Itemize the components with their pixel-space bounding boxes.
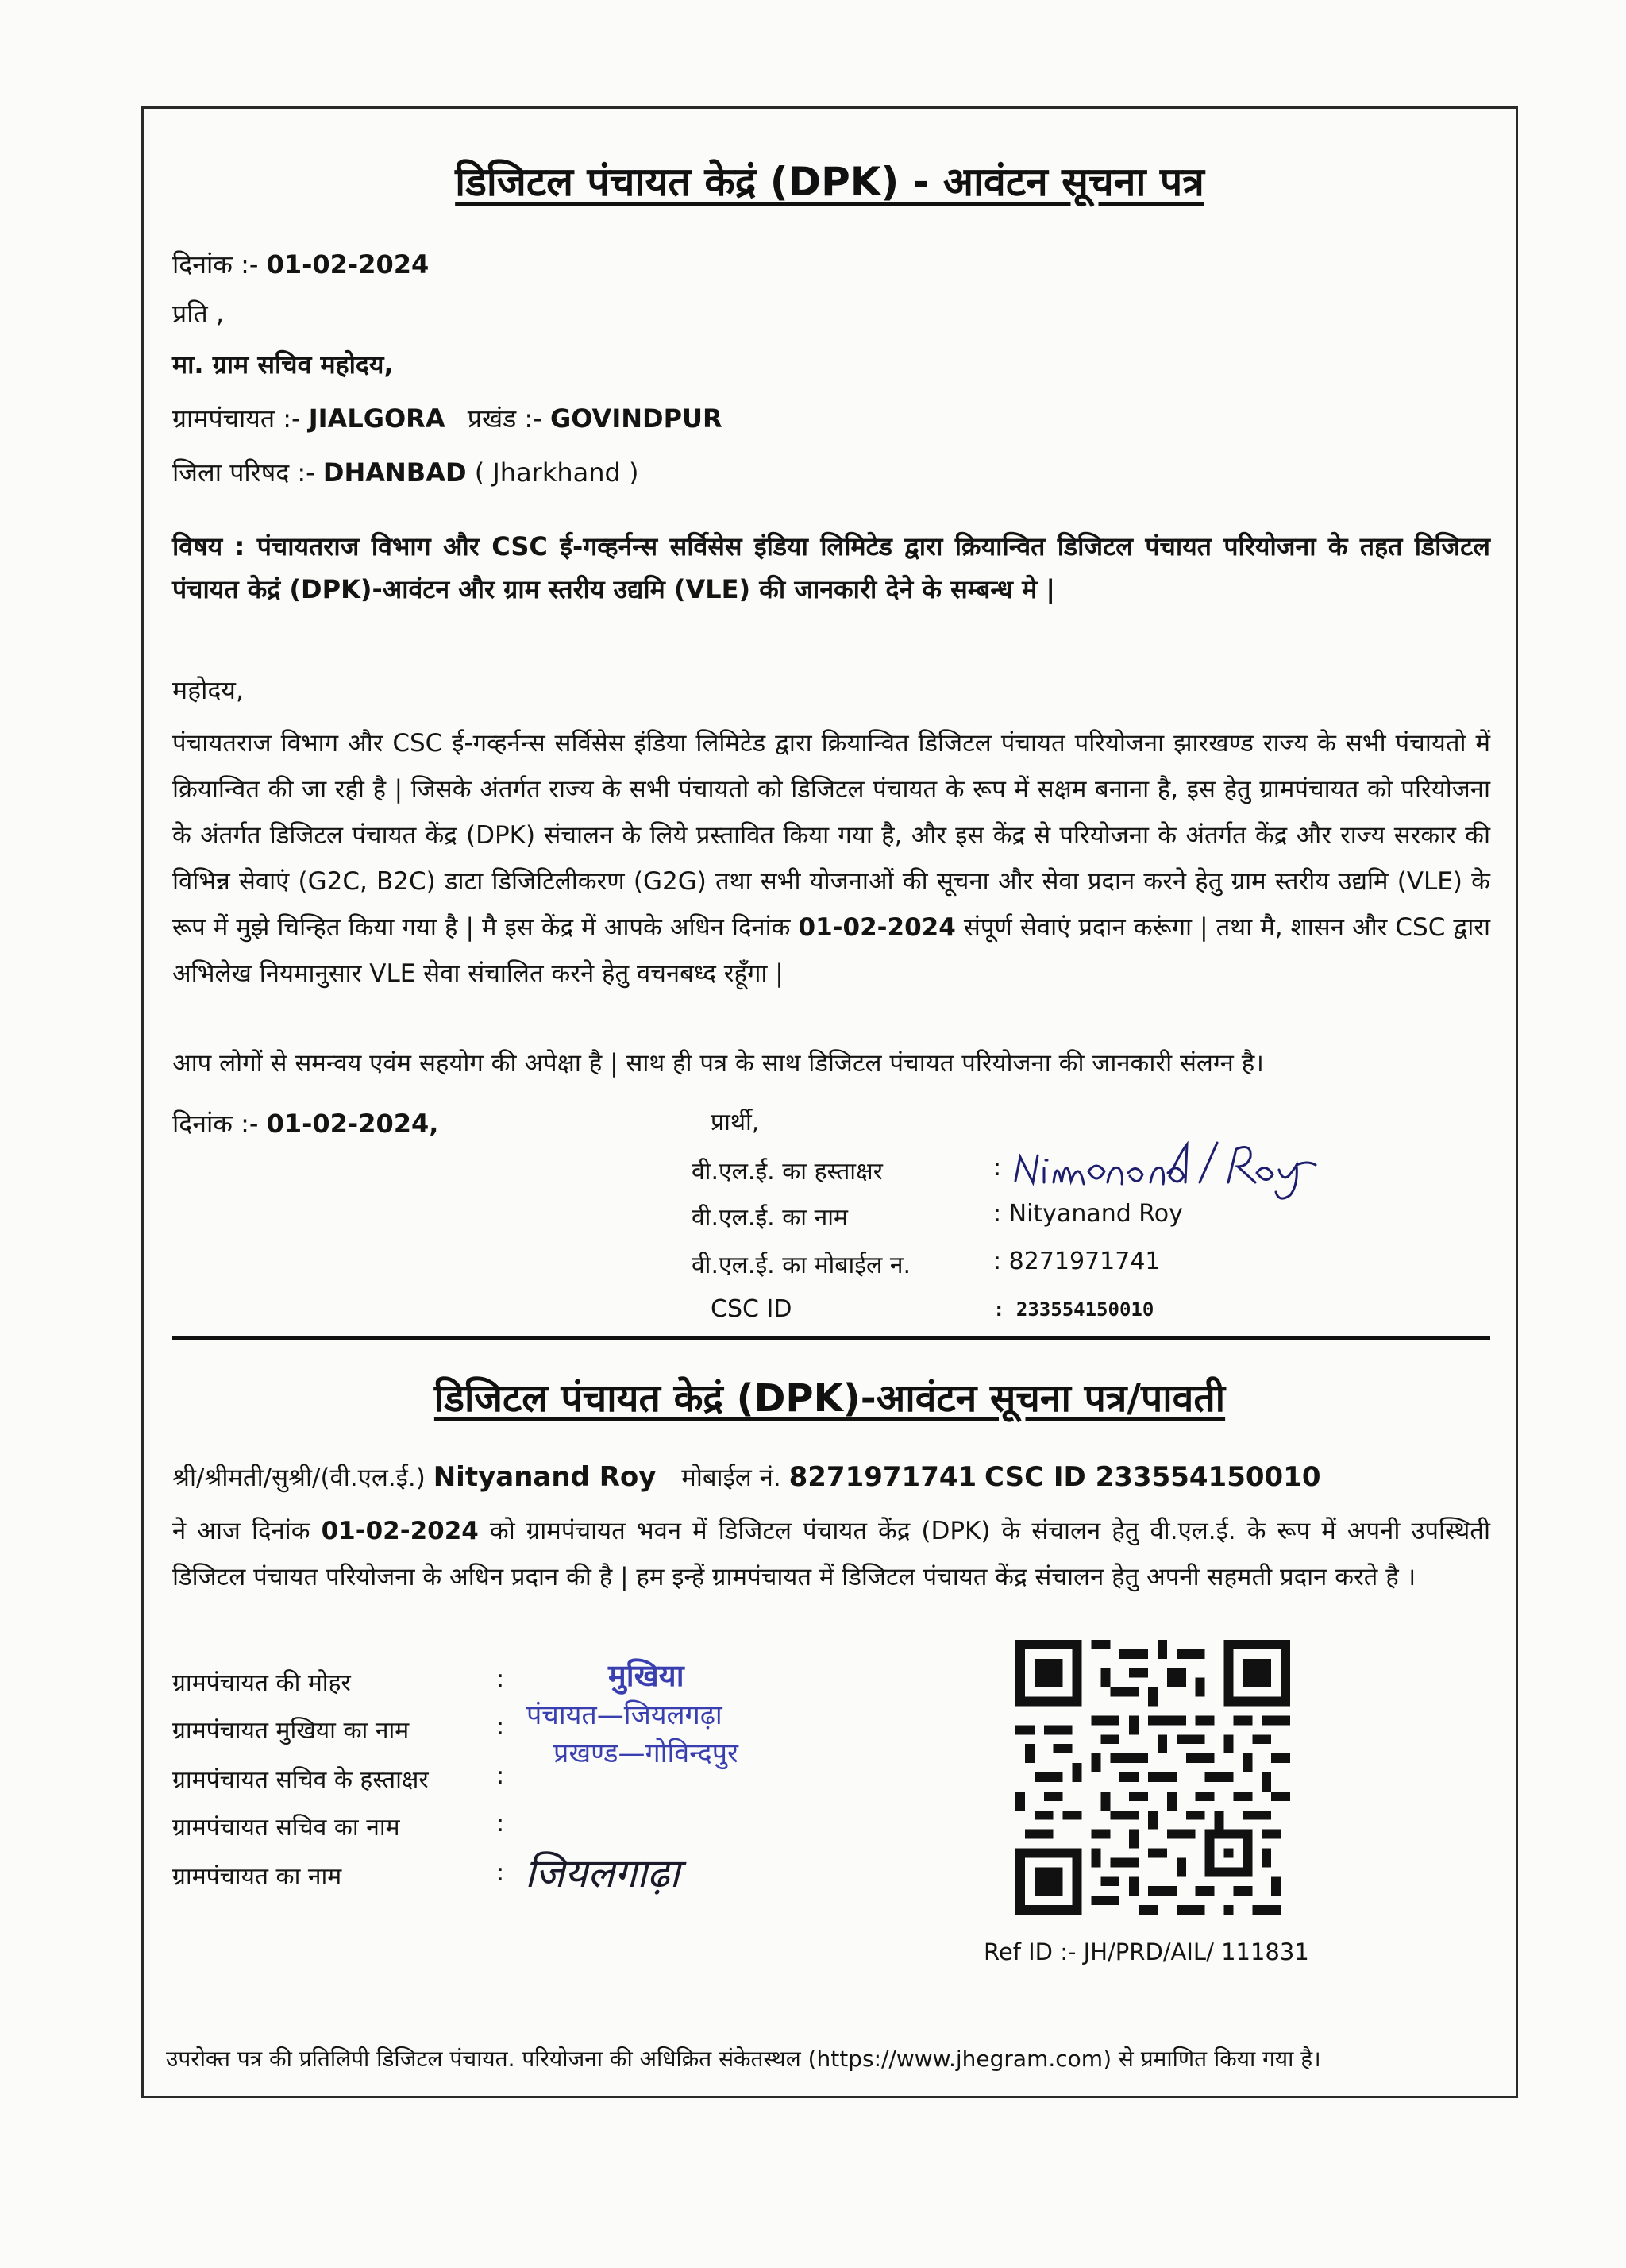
colon: : [496, 1810, 505, 1838]
mobile-label: मोबाईल नं. [681, 1464, 781, 1492]
receipt-title: डिजिटल पंचायत केद्रं (DPK)-आवंटन सूचना पत्र/पावती [433, 1376, 1226, 1421]
stamp-block: प्रखण्ड—गोविन्दपुर [553, 1738, 738, 1769]
salutation: महोदय, [172, 675, 245, 705]
mobile-value: 8271971741 [788, 1461, 977, 1493]
mukhiya-label: ग्रामपंचायत मुखिया का नाम [172, 1717, 410, 1745]
state-value: ( Jharkhand ) [474, 457, 639, 488]
colon: : [496, 1762, 505, 1790]
csc-id: CSC ID 233554150010 [984, 1461, 1321, 1493]
district-label: जिला परिषद :- [172, 457, 315, 488]
panchayat-value: JIALGORA [308, 403, 445, 434]
date2-label: दिनांक :- [172, 1109, 259, 1139]
to-line: प्रति , [172, 299, 225, 329]
vle-name: Nityanand Roy [433, 1461, 657, 1493]
panchayat-name-label: ग्रामपंचायत का नाम [172, 1863, 342, 1891]
letter-date [172, 247, 429, 281]
csc-label: CSC ID [711, 1295, 792, 1323]
vle-mobile-label: वी.एल.ई. का मोबाईल न. [692, 1252, 911, 1279]
district-line [172, 455, 639, 489]
section-divider [172, 1336, 1490, 1340]
panchayat-label: ग्रामपंचायत :- [172, 403, 301, 434]
receipt-vle-line [172, 1460, 1321, 1494]
document-frame [141, 106, 1518, 2098]
letter-date2 [172, 1106, 438, 1140]
block-value: GOVINDPUR [549, 403, 722, 434]
colon: : [496, 1859, 505, 1887]
letter-body-line2: आप लोगों से समन्वय एवंम सहयोग की अपेक्षा है | साथ ही पत्र के साथ डिजिटल पंचायत परियोजना की जानकारी संलग्न है। [172, 1049, 1264, 1078]
receipt-text-1: ने आज दिनांक [172, 1517, 322, 1545]
seal-label: ग्रामपंचायत की मोहर [172, 1669, 351, 1697]
body-text-1: पंचायतराज विभाग और CSC ई-गव्हर्नन्स सर्विसेस इंडिया लिमिटेड द्वारा क्रियान्वित डिजिटल पंचायत परियोजना झारखण्ड राज्य के सभी पंचायतो में क्रियान्वित की जा रही है | जिसके अंतर्गत राज्य के सभी पंचायतो को डिजिटल पंचायत के रूप में सक्षम बनाना है, इस हेतु ग्रामपंचायत को परियोजना के अंतर्गत डिजिटल पंचायत केंद्र (DPK) संचालन के लिये प्रस्तावित किया गया है, और इस केंद्र से परियोजना के अंतर्गत केंद्र और राज्य सरकार की विभिन्न सेवाएं (G2C, B2C) डाटा डिजिटिलीकरण (G2G) तथा सभी योजनाओं की सूचना और सेवा प्रदान करने हेतु ग्राम स्तरीय उद्यमि (VLE) के रूप में मुझे चिन्हित किया गया है | मै इस केंद्र में आपके अधिन दिनांक [172, 729, 1490, 942]
vle-sign-colon: : [993, 1154, 1002, 1182]
colon: : [496, 1665, 505, 1693]
vle-name-label: वी.एल.ई. का नाम [692, 1204, 848, 1232]
subject: विषय : पंचायतराज विभाग और CSC ई-गव्हर्नन्स सर्विसेस इंडिया लिमिटेड द्वारा क्रियान्वित डिजिटल पंचायत परियोजना के तहत डिजिटल पंचायत केद्रं (DPK)-आवंटन और ग्राम स्तरीय उद्यमि (VLE) की जानकारी देने के सम्बन्ध मे | [172, 531, 1490, 604]
handwritten-panchayat-name: जियलगाढ़ा [525, 1850, 680, 1896]
vle-sign-label: वी.एल.ई. का हस्ताक्षर [692, 1158, 883, 1186]
date-value: 01-02-2024 [266, 249, 430, 280]
footer-note: उपरोक्त पत्र की प्रतिलिपी डिजिटल पंचायत. परियोजना की अधिक्रित संकेतस्थल (https://www.jhegram.com) से प्रमाणित किया गया है। [166, 2046, 1321, 2072]
applicant-label: प्रार्थी, [711, 1109, 760, 1136]
secretary-name-label: ग्रामपंचायत सचिव का नाम [172, 1814, 400, 1842]
receipt-date: 01-02-2024 [321, 1517, 479, 1545]
qr-code [1015, 1640, 1290, 1915]
receipt-body [172, 1508, 1490, 1600]
vle-name-value: : Nityanand Roy [993, 1200, 1183, 1228]
secretary-sign-label: ग्रामपंचायत सचिव के हस्ताक्षर [172, 1766, 429, 1794]
date2-value: 01-02-2024, [266, 1109, 439, 1139]
csc-value: : 233554150010 [993, 1298, 1154, 1321]
addressee: मा. ग्राम सचिव महोदय, [172, 349, 394, 380]
vle-prefix: श्री/श्रीमती/सुश्री/(वी.एल.ई.) [172, 1464, 426, 1492]
letter-title: डिजिटल पंचायत केद्रं (DPK) - आवंटन सूचना पत्र [455, 159, 1204, 205]
receipt-text-2: को ग्रामपंचायत भवन में डिजिटल पंचायत केंद्र (DPK) के संचालन हेतु वी.एल.ई. के रूप में अपनी उपस्थिती डिजिटल पंचायत परियोजना के अधिन प्रदान की है | हम इन्हें ग्रामपंचायत में डिजिटल पंचायत केंद्र संचालन हेतु अपनी सहमती प्रदान करते है । [172, 1517, 1491, 1591]
letter-body [172, 720, 1490, 997]
district-value: DHANBAD [322, 457, 467, 488]
body-text-2: संपूर्ण सेवाएं प्रदान करूंगा | तथा मै, शासन और CSC द्वारा अभिलेख नियमानुसार VLE सेवा संचालित करने हेतु वचनबध्द रहूँगा | [172, 913, 1490, 988]
stamp-title: मुखिया [608, 1658, 684, 1693]
body-date: 01-02-2024 [798, 913, 956, 942]
vle-signature [1009, 1133, 1327, 1205]
vle-mobile-value: : 8271971741 [993, 1248, 1161, 1275]
stamp-panchayat: पंचायत—जियलगढ़ा [526, 1699, 722, 1731]
date-label: दिनांक :- [172, 249, 259, 280]
panchayat-block-line [172, 401, 722, 435]
ref-id: Ref ID :- JH/PRD/AIL/ 111831 [984, 1938, 1309, 1965]
colon: : [496, 1713, 505, 1741]
block-label: प्रखंड :- [467, 403, 542, 434]
